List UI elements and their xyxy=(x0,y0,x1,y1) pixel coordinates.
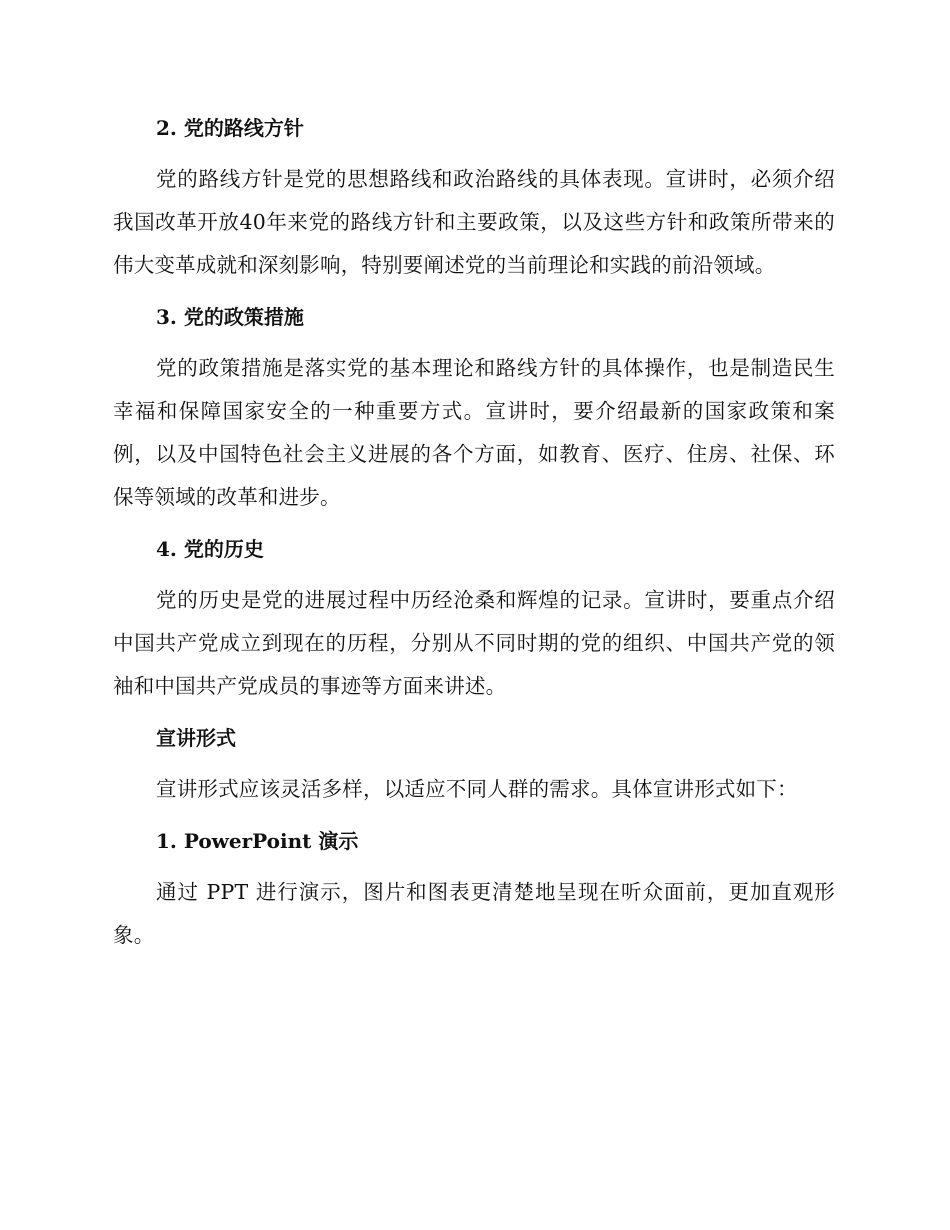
section-heading-party-line: 2. 党的路线方针 xyxy=(156,116,304,140)
section-body-powerpoint: 通过 PPT 进行演示，图片和图表更清楚地呈现在听众面前，更加直观形象。 xyxy=(113,880,835,947)
section-body-party-history: 党的历史是党的进展过程中历经沧桑和辉煌的记录。宣讲时，要重点介绍中国共产党成立到现在的历程，分别从不同时期的党的组织、中国共产党的领袖和中国共产党成员的事迹等方面来讲述。 xyxy=(113,588,835,698)
section-body-party-policy: 党的政策措施是落实党的基本理论和路线方针的具体操作，也是制造民生幸福和保障国家安全的一种重要方式。宣讲时，要介绍最新的国家政策和案例，以及中国特色社会主义进展的各个方面，如教育、医疗、住房、社保、环保等领域的改革和进步。 xyxy=(113,356,835,509)
section-heading-party-policy: 3. 党的政策措施 xyxy=(156,305,304,329)
section-heading-powerpoint: 1. PowerPoint 演示 xyxy=(156,829,359,853)
section-heading-lecture-format: 宣讲形式 xyxy=(156,726,236,750)
section-body-party-line: 党的路线方针是党的思想路线和政治路线的具体表现。宣讲时，必须介绍我国改革开放40年来党的路线方针和主要政策，以及这些方针和政策所带来的伟大变革成就和深刻影响，特别要阐述党的当前理论和实践的前沿领域。 xyxy=(113,167,835,277)
section-body-lecture-format: 宣讲形式应该灵活多样，以适应不同人群的需求。具体宣讲形式如下： xyxy=(156,777,798,801)
document-content xyxy=(113,108,835,967)
section-heading-party-history: 4. 党的历史 xyxy=(156,537,264,561)
